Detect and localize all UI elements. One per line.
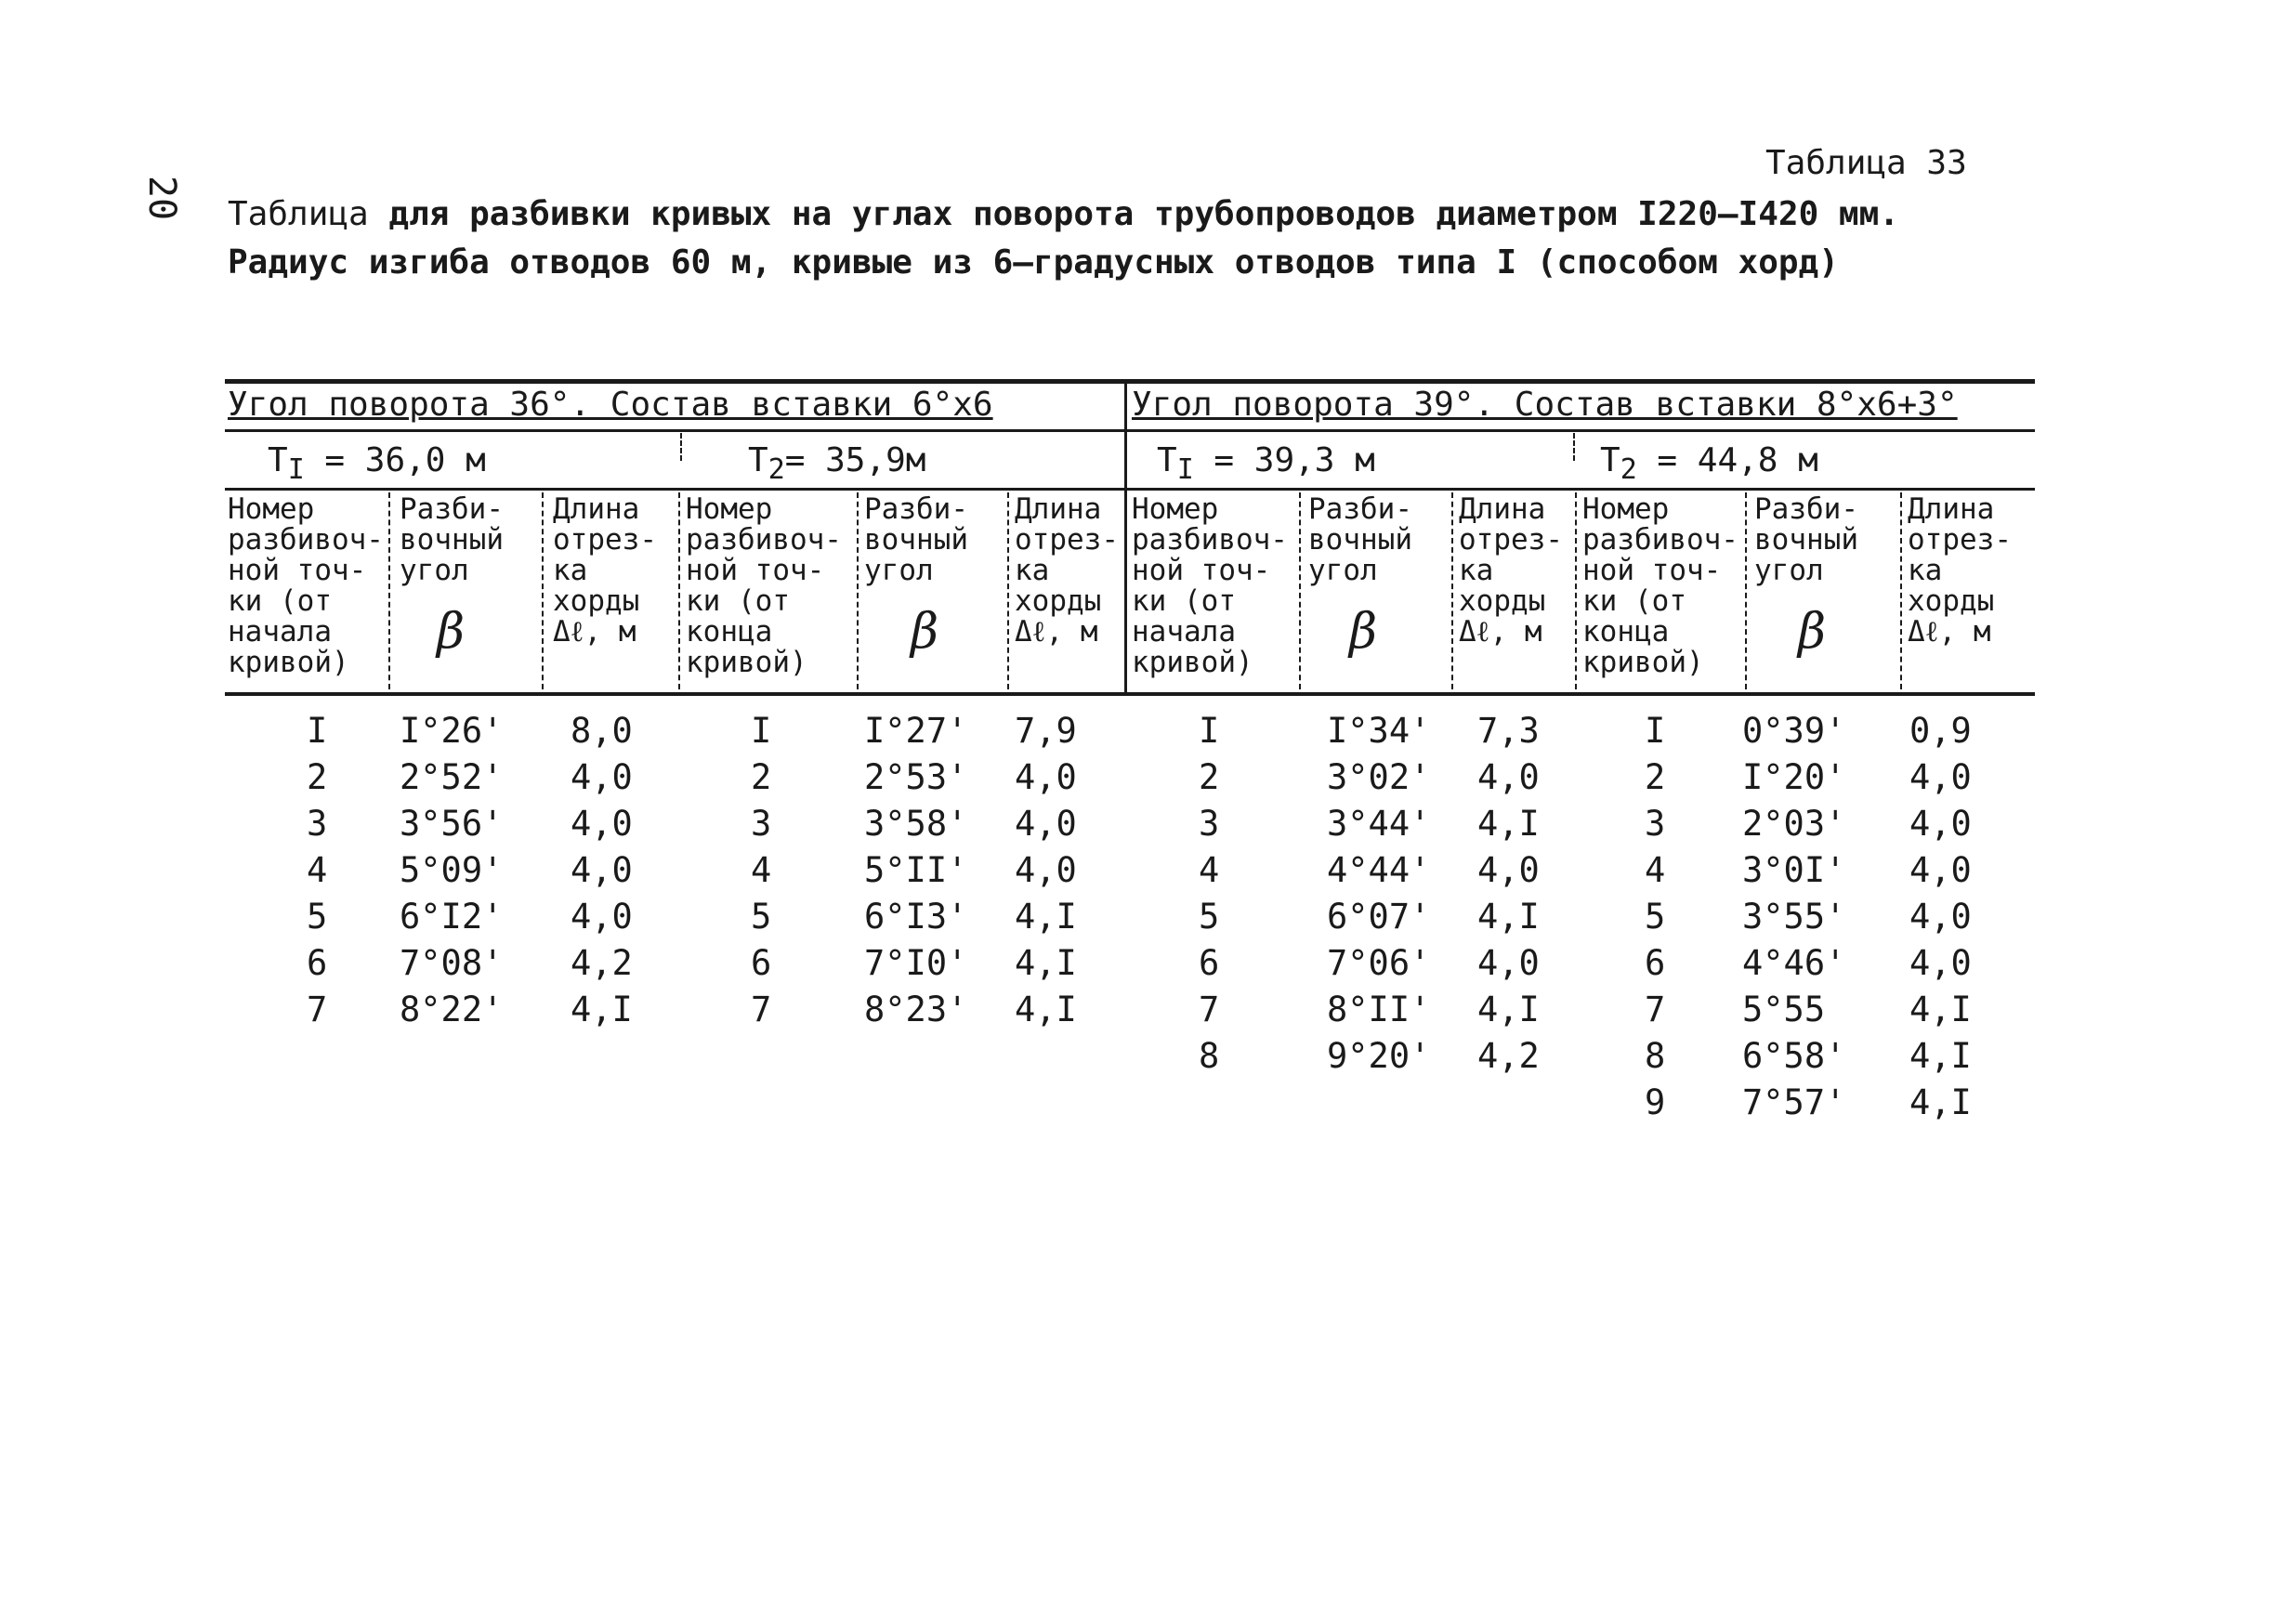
header-sep-7 bbox=[1451, 492, 1453, 689]
table-cell: 6 bbox=[307, 943, 328, 983]
table-cell: 5°55 bbox=[1742, 990, 1826, 1029]
table-cell: 4,I bbox=[571, 990, 633, 1029]
table-cell: 6°07' bbox=[1327, 897, 1431, 937]
table-cell: 8,0 bbox=[571, 711, 633, 751]
table-cell: 6°I3' bbox=[864, 897, 968, 937]
table-cell: 4 bbox=[1199, 850, 1220, 890]
table-cell: 6°I2' bbox=[400, 897, 504, 937]
header-length: Длина отрез- ка хорды Δℓ, м bbox=[553, 492, 657, 649]
beta-symbol: β bbox=[1349, 604, 1378, 660]
table-cell: 3 bbox=[307, 804, 328, 844]
header-angle: Разби- вочный угол bbox=[864, 492, 968, 587]
header-bottom-rule bbox=[225, 692, 2035, 696]
table-cell: 4,0 bbox=[1909, 943, 1972, 983]
header-point-start: Номер разбивоч- ной точ- ки (от начала кривой) bbox=[228, 492, 384, 679]
table-cell: 4,I bbox=[1909, 1036, 1972, 1076]
table-cell: 4,0 bbox=[1015, 757, 1077, 797]
t-values-rule bbox=[225, 488, 2035, 491]
table-cell: I bbox=[751, 711, 772, 751]
table-cell: I bbox=[1199, 711, 1220, 751]
table-cell: 4,2 bbox=[1477, 1036, 1540, 1076]
table-cell: 4,I bbox=[1477, 804, 1540, 844]
table-cell: 5 bbox=[307, 897, 328, 937]
header-sep-5 bbox=[1007, 492, 1009, 689]
table-cell: 6 bbox=[751, 943, 772, 983]
table-cell: I°20' bbox=[1742, 757, 1846, 797]
caption-line1-prefix: Таблица bbox=[228, 195, 369, 233]
t-divider-right bbox=[1573, 433, 1575, 461]
table-cell: 4,0 bbox=[1909, 757, 1972, 797]
table-cell: 3 bbox=[751, 804, 772, 844]
beta-symbol: β bbox=[1798, 604, 1827, 660]
table-cell: 4,I bbox=[1477, 897, 1540, 937]
table-cell: 4,I bbox=[1015, 990, 1077, 1029]
table-cell: 6 bbox=[1199, 943, 1220, 983]
t-divider-left bbox=[680, 433, 682, 461]
table-cell: 3°55' bbox=[1742, 897, 1846, 937]
block-divider bbox=[1124, 379, 1127, 695]
table-cell: I bbox=[1645, 711, 1666, 751]
table-cell: 7 bbox=[1199, 990, 1220, 1029]
header-sep-10 bbox=[1900, 492, 1902, 689]
table-cell: 4,0 bbox=[1015, 804, 1077, 844]
header-sep-6 bbox=[1299, 492, 1301, 689]
table-cell: 7,9 bbox=[1015, 711, 1077, 751]
header-point-end: Номер разбивоч- ной точ- ки (от конца кривой) bbox=[1582, 492, 1738, 679]
table-cell: 2°53' bbox=[864, 757, 968, 797]
table-cell: 9°20' bbox=[1327, 1036, 1431, 1076]
header-length: Длина отрез- ка хорды Δℓ, м bbox=[1908, 492, 2012, 649]
table-cell: 2 bbox=[307, 757, 328, 797]
table-cell: 4,0 bbox=[571, 850, 633, 890]
table-cell: 8°23' bbox=[864, 990, 968, 1029]
table-cell: 4,I bbox=[1909, 1082, 1972, 1122]
table-cell: 4,I bbox=[1015, 943, 1077, 983]
header-point-start: Номер разбивоч- ной точ- ки (от начала кривой) bbox=[1132, 492, 1288, 679]
table-cell: 4 bbox=[307, 850, 328, 890]
page-number: 20 bbox=[140, 175, 184, 221]
table-cell: 7 bbox=[307, 990, 328, 1029]
table-cell: 4,I bbox=[1909, 990, 1972, 1029]
caption-line1-rest: для разбивки кривых на углах поворота трубопроводов диаметром I220–I420 мм. bbox=[388, 195, 1899, 233]
header-angle: Разби- вочный угол bbox=[400, 492, 504, 587]
header-sep-1 bbox=[388, 492, 390, 689]
table-cell: 2°03' bbox=[1742, 804, 1846, 844]
table-cell: 2 bbox=[751, 757, 772, 797]
table-label: Таблица 33 bbox=[1765, 144, 1967, 182]
table-cell: 3°56' bbox=[400, 804, 504, 844]
table-cell: 4,0 bbox=[1909, 804, 1972, 844]
table-cell: 5 bbox=[1645, 897, 1666, 937]
table-cell: 3 bbox=[1645, 804, 1666, 844]
table-cell: 8 bbox=[1199, 1036, 1220, 1076]
table-cell: 7 bbox=[1645, 990, 1666, 1029]
table-cell: 4 bbox=[1645, 850, 1666, 890]
beta-symbol: β bbox=[911, 604, 939, 660]
right-t1: $Т_I = 39,3$ м bbox=[1157, 441, 1375, 487]
table-cell: 0,9 bbox=[1909, 711, 1972, 751]
table-cell: 6 bbox=[1645, 943, 1666, 983]
table-cell: 2 bbox=[1199, 757, 1220, 797]
header-angle: Разби- вочный угол bbox=[1308, 492, 1412, 587]
table-cell: 3 bbox=[1199, 804, 1220, 844]
header-angle: Разби- вочный угол bbox=[1754, 492, 1858, 587]
table-cell: 5 bbox=[751, 897, 772, 937]
table-cell: 5°II' bbox=[864, 850, 968, 890]
table-cell: 6°58' bbox=[1742, 1036, 1846, 1076]
header-length: Длина отрез- ка хорды Δℓ, м bbox=[1459, 492, 1563, 649]
left-t2: $Т_2= 35,9м$ bbox=[748, 441, 926, 487]
header-sep-9 bbox=[1745, 492, 1747, 689]
table-cell: 4 bbox=[751, 850, 772, 890]
table-cell: 5 bbox=[1199, 897, 1220, 937]
table-caption bbox=[228, 190, 2021, 287]
table-cell: I bbox=[307, 711, 328, 751]
table-top-rule bbox=[225, 379, 2035, 384]
table-cell: 7 bbox=[751, 990, 772, 1029]
table-cell: 4°46' bbox=[1742, 943, 1846, 983]
right-block-title: Угол поворота 39°. Состав вставки 8°х6+3° bbox=[1132, 386, 1958, 424]
table-cell: 2 bbox=[1645, 757, 1666, 797]
table-cell: 8°II' bbox=[1327, 990, 1431, 1029]
table-cell: 4,2 bbox=[571, 943, 633, 983]
table-cell: 5°09' bbox=[400, 850, 504, 890]
left-t1: $Т_I = 36,0$ м bbox=[268, 441, 486, 487]
table-cell: 4,0 bbox=[1909, 897, 1972, 937]
table-cell: 3°02' bbox=[1327, 757, 1431, 797]
right-t2: $Т_2 = 44,8$ м bbox=[1600, 441, 1818, 487]
table-cell: 3°58' bbox=[864, 804, 968, 844]
table-cell: 4,0 bbox=[571, 897, 633, 937]
table-cell: 4°44' bbox=[1327, 850, 1431, 890]
header-point-end: Номер разбивоч- ной точ- ки (от конца кривой) bbox=[686, 492, 842, 679]
table-cell: 0°39' bbox=[1742, 711, 1846, 751]
header-sep-8 bbox=[1575, 492, 1577, 689]
table-cell: 8°22' bbox=[400, 990, 504, 1029]
table-cell: 8 bbox=[1645, 1036, 1666, 1076]
table-cell: I°26' bbox=[400, 711, 504, 751]
header-length: Длина отрез- ка хорды Δℓ, м bbox=[1015, 492, 1119, 649]
table-cell: 4,0 bbox=[1015, 850, 1077, 890]
table-cell: I°34' bbox=[1327, 711, 1431, 751]
table-cell: 7,3 bbox=[1477, 711, 1540, 751]
table-cell: 7°I0' bbox=[864, 943, 968, 983]
table-cell: 2°52' bbox=[400, 757, 504, 797]
table-cell: 7°06' bbox=[1327, 943, 1431, 983]
header-sep-4 bbox=[857, 492, 859, 689]
table-cell: 3°44' bbox=[1327, 804, 1431, 844]
table-cell: 7°57' bbox=[1742, 1082, 1846, 1122]
table-cell: 4,0 bbox=[571, 804, 633, 844]
table-cell: 4,0 bbox=[571, 757, 633, 797]
table-cell: 9 bbox=[1645, 1082, 1666, 1122]
title-rule bbox=[225, 429, 2035, 432]
table-cell: 4,0 bbox=[1909, 850, 1972, 890]
caption-line2: Радиус изгиба отводов 60 м, кривые из 6–градусных отводов типа I (способом хорд) bbox=[228, 243, 1839, 282]
table-cell: 3°0I' bbox=[1742, 850, 1846, 890]
table-cell: 4,0 bbox=[1477, 757, 1540, 797]
table-cell: 4,I bbox=[1477, 990, 1540, 1029]
table-cell: 4,0 bbox=[1477, 850, 1540, 890]
left-block-title: Угол поворота 36°. Состав вставки 6°х6 bbox=[228, 386, 993, 424]
header-sep-3 bbox=[678, 492, 680, 689]
table-cell: 7°08' bbox=[400, 943, 504, 983]
table-cell: 4,0 bbox=[1477, 943, 1540, 983]
beta-symbol: β bbox=[437, 604, 466, 660]
table-cell: I°27' bbox=[864, 711, 968, 751]
header-sep-2 bbox=[542, 492, 544, 689]
table-cell: 4,I bbox=[1015, 897, 1077, 937]
